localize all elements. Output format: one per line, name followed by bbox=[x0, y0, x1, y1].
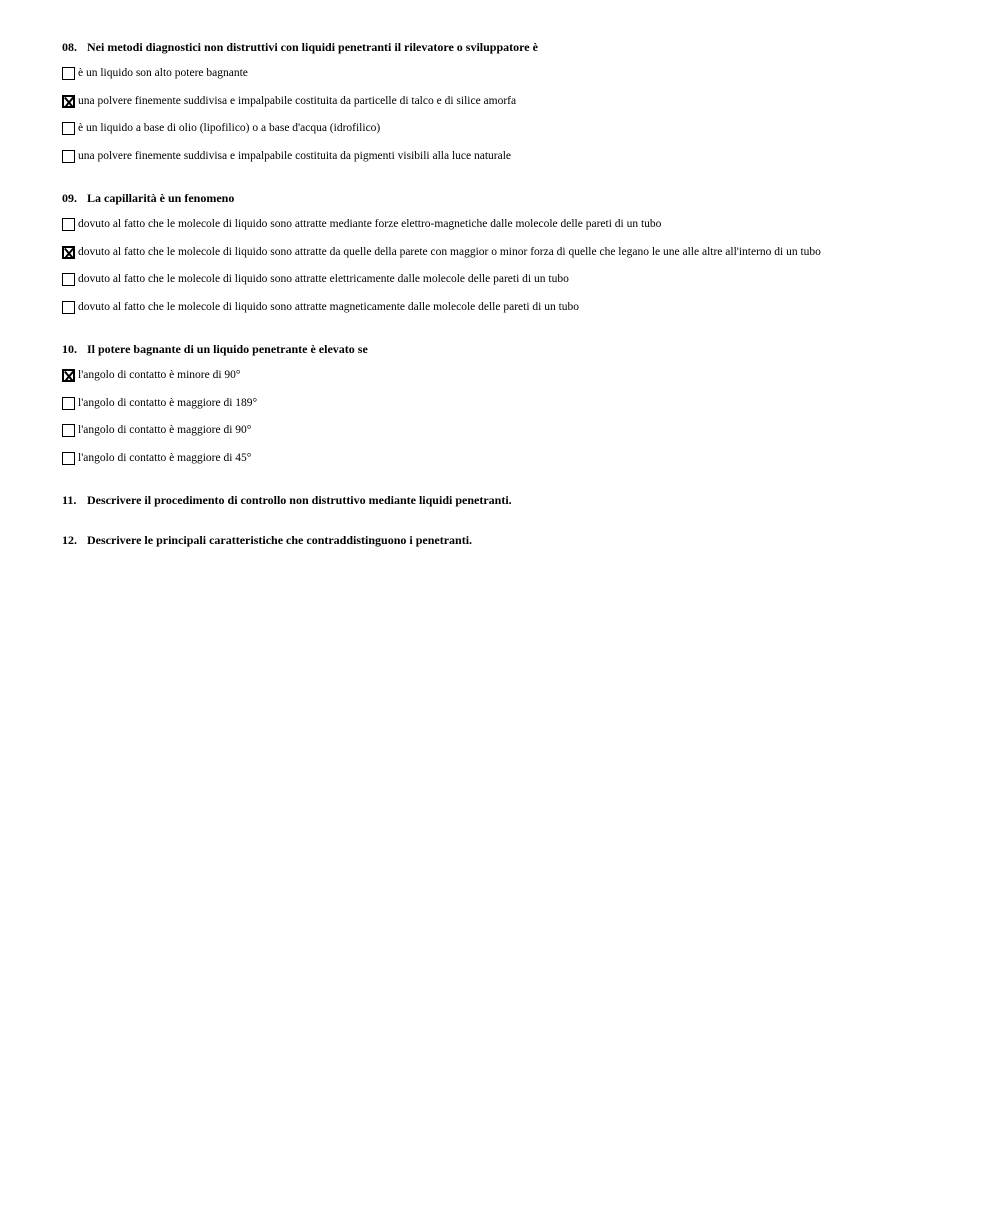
option-text: l'angolo di contatto è maggiore di 90° bbox=[78, 424, 252, 436]
question-number: 08. bbox=[62, 40, 77, 54]
checkbox-empty-icon[interactable] bbox=[62, 67, 75, 80]
answer-option[interactable] bbox=[62, 299, 579, 315]
answer-option[interactable] bbox=[62, 271, 569, 287]
question-number: 12. bbox=[62, 533, 77, 547]
answer-option[interactable] bbox=[62, 93, 516, 109]
answer-option[interactable] bbox=[62, 216, 661, 232]
answer-option[interactable] bbox=[62, 450, 251, 466]
checkbox-checked-icon[interactable] bbox=[62, 95, 75, 108]
answer-option[interactable] bbox=[62, 367, 241, 383]
question-text: Il potere bagnante di un liquido penetrante è elevato se bbox=[87, 342, 368, 356]
question-text: Descrivere le principali caratteristiche che contraddistinguono i penetranti. bbox=[87, 533, 473, 547]
question-text: Descrivere il procedimento di controllo non distruttivo mediante liquidi penetranti. bbox=[87, 493, 512, 507]
checkbox-checked-icon[interactable] bbox=[62, 246, 75, 259]
question-number: 10. bbox=[62, 342, 77, 356]
question-08 bbox=[62, 40, 982, 162]
checkbox-empty-icon[interactable] bbox=[62, 424, 75, 437]
option-text: dovuto al fatto che le molecole di liquido sono attratte mediante forze elettro-magnetiche dalle molecole delle pareti di un tubo bbox=[78, 218, 662, 230]
answer-option[interactable] bbox=[62, 244, 821, 260]
option-text: è un liquido a base di olio (lipofilico) o a base d'acqua (idrofilico) bbox=[78, 122, 381, 134]
option-text: è un liquido son alto potere bagnante bbox=[78, 67, 248, 79]
answer-option[interactable] bbox=[62, 395, 257, 411]
option-text: dovuto al fatto che le molecole di liquido sono attratte elettricamente dalle molecole delle pareti di un tubo bbox=[78, 273, 569, 285]
question-text: La capillarità è un fenomeno bbox=[87, 191, 235, 205]
answer-option[interactable] bbox=[62, 120, 380, 136]
option-text: l'angolo di contatto è maggiore di 45° bbox=[78, 452, 252, 464]
question-title bbox=[62, 342, 982, 356]
question-title bbox=[62, 493, 982, 507]
question-text: Nei metodi diagnostici non distruttivi con liquidi penetranti il rilevatore o sviluppatore è bbox=[87, 40, 538, 54]
checkbox-empty-icon[interactable] bbox=[62, 397, 75, 410]
checkbox-empty-icon[interactable] bbox=[62, 122, 75, 135]
question-number: 09. bbox=[62, 191, 77, 205]
checkbox-empty-icon[interactable] bbox=[62, 301, 75, 314]
option-text: l'angolo di contatto è maggiore di 189° bbox=[78, 397, 258, 409]
question-title bbox=[62, 40, 982, 54]
option-text: l'angolo di contatto è minore di 90° bbox=[78, 369, 241, 381]
checkbox-checked-icon[interactable] bbox=[62, 369, 75, 382]
question-title bbox=[62, 191, 982, 205]
option-text: una polvere finemente suddivisa e impalpabile costituita da particelle di talco e di silice amorfa bbox=[78, 95, 517, 107]
option-text: dovuto al fatto che le molecole di liquido sono attratte magneticamente dalle molecole delle pareti di un tubo bbox=[78, 301, 580, 313]
question-title bbox=[62, 533, 982, 547]
answer-option[interactable] bbox=[62, 148, 511, 164]
option-text: una polvere finemente suddivisa e impalpabile costituita da pigmenti visibili alla luce naturale bbox=[78, 150, 512, 162]
question-09 bbox=[62, 191, 982, 313]
question-12 bbox=[62, 533, 982, 547]
checkbox-empty-icon[interactable] bbox=[62, 452, 75, 465]
question-number: 11. bbox=[62, 493, 77, 507]
answer-option[interactable] bbox=[62, 65, 248, 81]
checkbox-empty-icon[interactable] bbox=[62, 273, 75, 286]
checkbox-empty-icon[interactable] bbox=[62, 218, 75, 231]
question-10 bbox=[62, 342, 982, 464]
option-text: dovuto al fatto che le molecole di liquido sono attratte da quelle della parete con maggior o minor forza di quelle che legano le une alle altre all'interno di un tubo bbox=[78, 246, 821, 258]
answer-option[interactable] bbox=[62, 422, 251, 438]
checkbox-empty-icon[interactable] bbox=[62, 150, 75, 163]
question-11 bbox=[62, 493, 982, 507]
